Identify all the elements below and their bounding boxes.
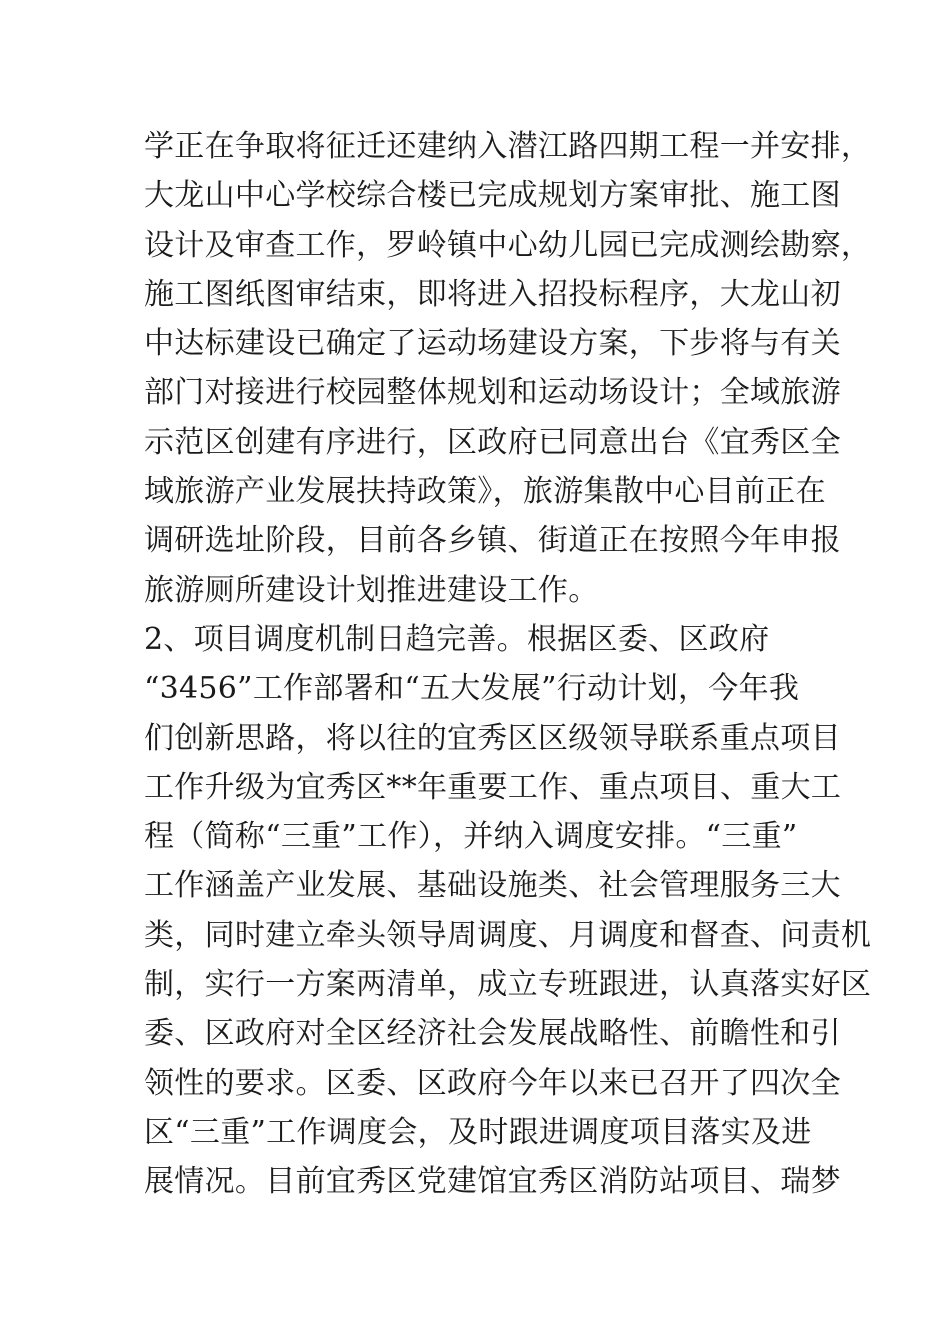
text-line-2: 大龙山中心学校综合楼已完成规划方案审批、施工图 <box>144 178 841 214</box>
text-line-19: 委、区政府对全区经济社会发展战略性、前瞻性和引 <box>144 1016 841 1052</box>
text-line-12: “3456”工作部署和“五大发展”行动计划，今年我 <box>144 671 800 707</box>
text-line-11: 2、项目调度机制日趋完善。根据区委、区政府 <box>144 621 770 657</box>
text-line-7: 示范区创建有序进行，区政府已同意出台《宜秀区全 <box>144 424 841 460</box>
text-line-6: 部门对接进行校园整体规划和运动场设计；全域旅游 <box>144 375 841 411</box>
text-line-20: 领性的要求。区委、区政府今年以来已召开了四次全 <box>144 1065 841 1101</box>
text-line-21: 区“三重”工作调度会，及时跟进调度项目落实及进 <box>144 1114 812 1150</box>
text-line-18: 制，实行一方案两清单，成立专班跟进，认真落实好区 <box>144 967 872 1003</box>
text-line-14: 工作升级为宜秀区**年重要工作、重点项目、重大工 <box>144 769 842 805</box>
text-line-9: 调研选址阶段，目前各乡镇、街道正在按照今年申报 <box>144 523 841 559</box>
text-line-22: 展情况。目前宜秀区党建馆宜秀区消防站项目、瑞梦 <box>144 1164 841 1200</box>
text-line-13: 们创新思路，将以往的宜秀区区级领导联系重点项目 <box>144 720 841 756</box>
body-text <box>144 122 872 1207</box>
text-line-1: 学正在争取将征迁还建纳入潜江路四期工程一并安排， <box>144 129 872 164</box>
text-line-4: 施工图纸图审结束，即将进入招投标程序，大龙山初 <box>144 276 841 312</box>
text-line-10: 旅游厕所建设计划推进建设工作。 <box>144 572 599 608</box>
text-line-8: 域旅游产业发展扶持政策》，旅游集散中心目前正在 <box>144 474 826 510</box>
text-line-16: 工作涵盖产业发展、基础设施类、社会管理服务三大 <box>144 868 841 904</box>
text-line-5: 中达标建设已确定了运动场建设方案，下步将与有关 <box>144 326 841 362</box>
text-line-17: 类，同时建立牵头领导周调度、月调度和督查、问责机 <box>144 917 872 953</box>
text-line-3: 设计及审查工作，罗岭镇中心幼儿园已完成测绘勘察， <box>144 227 872 263</box>
text-line-15: 程（简称“三重”工作），并纳入调度安排。“三重” <box>144 819 798 855</box>
